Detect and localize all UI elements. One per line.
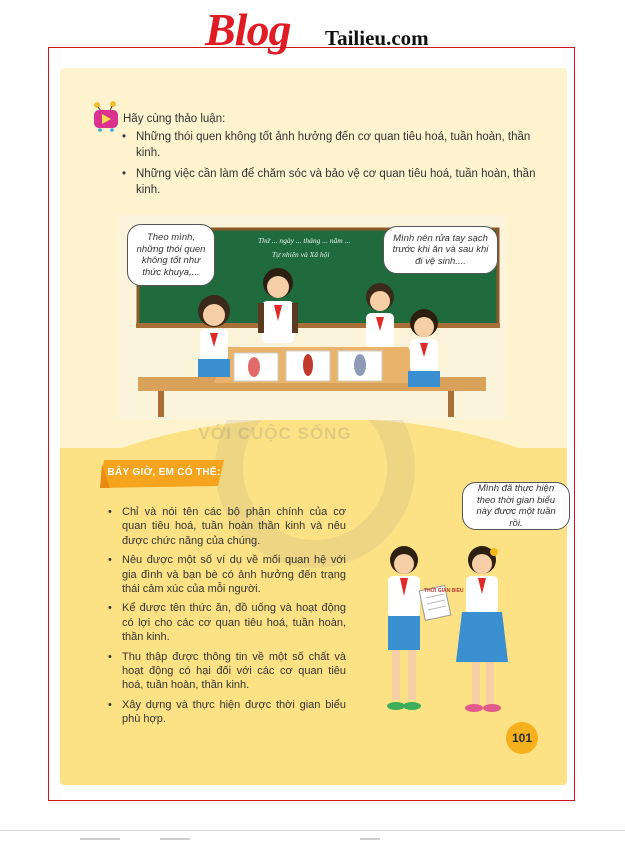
list-item: • Xây dựng và thực hiện được thời gian biểu phù hợp. [108,698,346,727]
footer-mark [160,838,190,840]
speech-bubble-bottom: Mình đã thực hiện theo thời gian biểu này được một tuần rồi. [462,482,570,530]
logo-site-text: Tailieu.com [325,26,429,50]
footer-divider [0,830,625,831]
summary-list [108,505,346,732]
discussion-list [122,130,542,204]
footer-mark [80,838,120,840]
summary-banner-label: BÂY GIỜ, EM CÓ THỂ: [107,467,221,478]
students-illustration [370,538,520,726]
speech-bubble-right: Mình nên rửa tay sạch trước khi ăn và sau khi đi vệ sinh.... [383,226,498,274]
speech-bubble-left: Theo mình, những thói quen không tốt như thức khuya,... [127,224,215,286]
list-item: • Những việc cần làm để chăm sóc và bảo vệ cơ quan tiêu hoá, tuần hoàn, thần kinh. [122,167,542,198]
board-subject: Tự nhiên và Xã hội [272,250,330,259]
schedule-title: THỜI GIAN BIỂU [424,588,464,594]
page-number: 101 [506,722,538,754]
watermark-line-2: VỚI CUỘC SỐNG [198,424,352,443]
list-item: • Thu thập được thông tin về một số chất và hoạt động có hại đối với các cơ quan tiêu hoá, tuần hoàn, thần kinh. [108,650,346,693]
board-date: Thứ ... ngày ... tháng ... năm ... [258,236,351,245]
discussion-title: Hãy cùng thảo luận: [123,113,226,125]
list-item: • Kể được tên thức ăn, đồ uống và hoạt động có lợi cho các cơ quan tiêu hoá, tuần hoàn, thần kinh. [108,601,346,644]
footer-mark [360,838,380,840]
list-item: • Những thói quen không tốt ảnh hưởng đến cơ quan tiêu hoá, tuần hoàn, thần kinh. [122,130,542,161]
list-item: • Chỉ và nói tên các bộ phận chính của cơ quan tiêu hoá, tuần hoàn thần kinh và nêu được chức năng của chúng. [108,505,346,548]
discussion-icon [91,100,121,132]
logo-blog-text: Blog [205,4,291,55]
list-item: • Nêu được một số ví dụ về mối quan hệ với gia đình và bạn bè có ảnh hưởng đến trạng thái cảm xúc của mỗi người. [108,553,346,596]
